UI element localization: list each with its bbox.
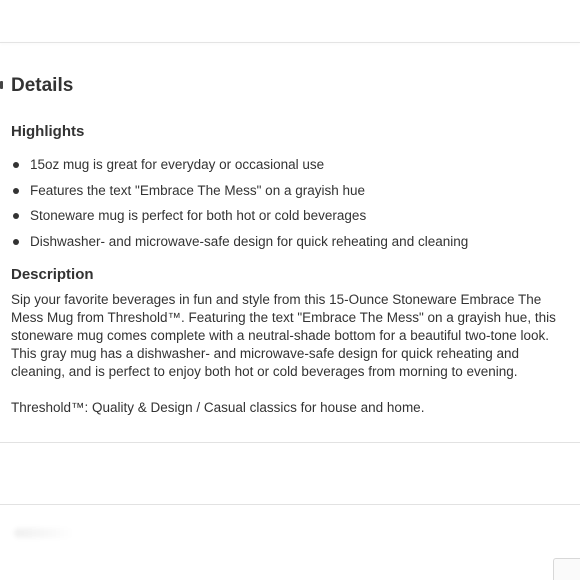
list-item [11, 154, 571, 180]
collapse-indicator-icon [0, 81, 3, 89]
details-heading: Details [11, 75, 74, 96]
list-item [11, 205, 571, 231]
highlight-text: Features the text "Embrace The Mess" on a grayish hue [30, 182, 366, 198]
highlight-text: Stoneware mug is perfect for both hot or cold beverages [30, 208, 367, 223]
bullet-icon [13, 188, 19, 194]
bullet-icon [13, 239, 19, 245]
brand-tagline: Threshold™: Quality & Design / Casual classics for house and home. [11, 400, 425, 415]
highlights-heading: Highlights [11, 123, 85, 140]
description-paragraph: Sip your favorite beverages in fun and style from this 15-Ounce Stoneware Embrace The Mess Mug from Threshold™. Featuring the text "Embrace The Mess" on a grayish hue, this stoneware mug comes complete with a neutral-shade bottom for a beautiful two-tone look. This gray mug has a dishwasher- and microwave-safe design for quick reheating and cleaning, and is perfect to enjoy both hot or cold beverages from morning to evening. [11, 292, 556, 379]
description-heading: Description [11, 266, 94, 283]
highlight-text: Dishwasher- and microwave-safe design for quick reheating and cleaning [30, 233, 469, 249]
bullet-icon [13, 162, 19, 168]
section-divider [0, 504, 580, 505]
list-item [11, 180, 571, 206]
highlights-list [11, 154, 571, 256]
corner-panel-edge [553, 558, 580, 580]
bullet-icon [13, 213, 19, 219]
top-divider [0, 42, 580, 43]
list-item [11, 231, 571, 257]
section-divider [0, 442, 580, 443]
faded-placeholder [14, 528, 74, 538]
highlight-text: 15oz mug is great for everyday or occasional use [30, 157, 325, 172]
